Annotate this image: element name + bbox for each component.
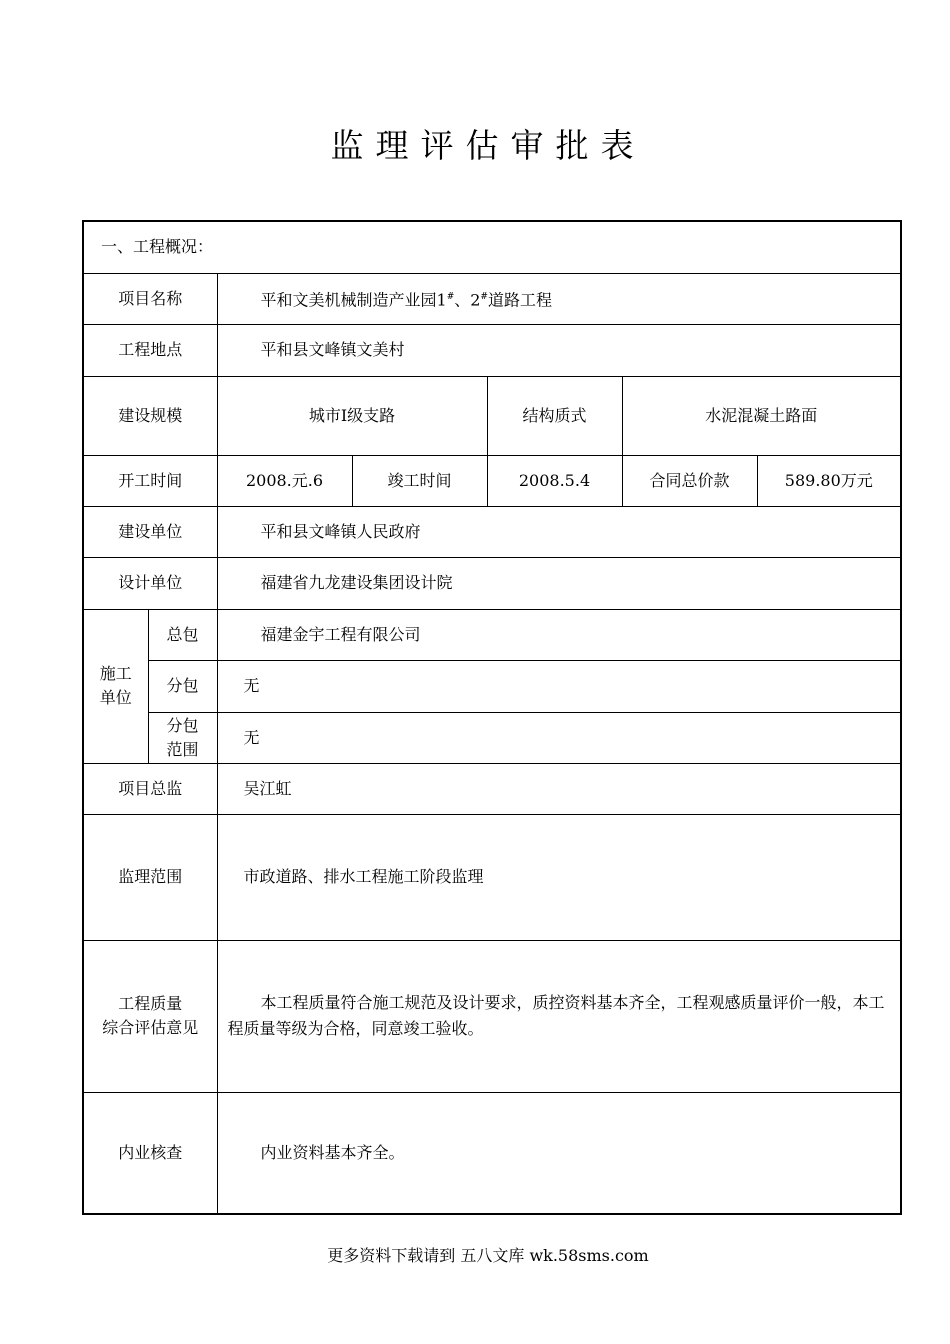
subcontractor-row (83, 660, 901, 712)
general-contractor-row (83, 609, 901, 660)
scale-label: 建设规模 (83, 376, 217, 455)
records-check-row (83, 1092, 901, 1214)
project-name-value: 平和文美机械制造产业园1#、2#道路工程 (217, 273, 901, 324)
dates-row (83, 455, 901, 506)
section-header-row (83, 221, 901, 273)
general-contractor-label: 总包 (148, 609, 217, 660)
general-contractor-value: 福建金宇工程有限公司 (217, 609, 901, 660)
structure-label: 结构质式 (487, 376, 622, 455)
chief-supervisor-row (83, 763, 901, 814)
scale-value: 城市Ⅰ级支路 (217, 376, 487, 455)
start-date-value: 2008.元.6 (217, 455, 352, 506)
end-date-value: 2008.5.4 (487, 455, 622, 506)
supervision-scope-label: 监理范围 (83, 814, 217, 940)
quality-assessment-row (83, 940, 901, 1092)
owner-value: 平和县文峰镇人民政府 (217, 506, 901, 557)
location-row (83, 324, 901, 376)
location-value: 平和县文峰镇文美村 (217, 324, 901, 376)
construction-unit-label: 施工 单位 (83, 609, 148, 763)
owner-label: 建设单位 (83, 506, 217, 557)
supervision-scope-value: 市政道路、排水工程施工阶段监理 (217, 814, 901, 940)
designer-row (83, 557, 901, 609)
supervision-scope-row (83, 814, 901, 940)
chief-supervisor-value: 吴江虹 (217, 763, 901, 814)
subcontractor-label: 分包 (148, 660, 217, 712)
records-check-value: 内业资料基本齐全。 (217, 1092, 901, 1214)
scale-row (83, 376, 901, 455)
chief-supervisor-label: 项目总监 (83, 763, 217, 814)
contract-price-value: 589.80万元 (757, 455, 901, 506)
approval-form-table (82, 220, 902, 1215)
subcontractor-value: 无 (217, 660, 901, 712)
section-header: 一、工程概况： (83, 221, 901, 273)
records-check-label: 内业核查 (83, 1092, 217, 1214)
contract-price-label: 合同总价款 (622, 455, 757, 506)
designer-label: 设计单位 (83, 557, 217, 609)
project-name-row (83, 273, 901, 324)
footer-link-text: 更多资料下载请到 五八文库 wk.58sms.com (327, 1246, 649, 1265)
page-title: 监理评估审批表 (330, 126, 646, 165)
quality-assessment-value: 本工程质量符合施工规范及设计要求，质控资料基本齐全，工程观感质量评价一般，本工程质量等级为合格，同意竣工验收。 (217, 940, 901, 1092)
end-date-label: 竣工时间 (352, 455, 487, 506)
start-date-label: 开工时间 (83, 455, 217, 506)
owner-row (83, 506, 901, 557)
structure-value: 水泥混凝土路面 (622, 376, 901, 455)
location-label: 工程地点 (83, 324, 217, 376)
designer-value: 福建省九龙建设集团设计院 (217, 557, 901, 609)
subcontract-scope-value: 无 (217, 712, 901, 763)
project-name-label: 项目名称 (83, 273, 217, 324)
quality-assessment-label: 工程质量 综合评估意见 (83, 940, 217, 1092)
subcontract-scope-row (83, 712, 901, 763)
subcontract-scope-label: 分包 范围 (148, 712, 217, 763)
